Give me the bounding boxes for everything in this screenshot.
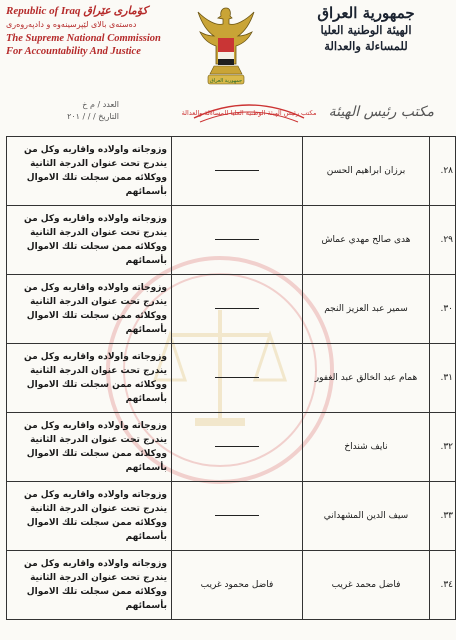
republic-en: Republic of Iraq — [6, 5, 81, 17]
row-name: همام عبد الخالق عبد الغفور — [303, 344, 430, 413]
header-left-block — [6, 4, 176, 57]
reference-block — [14, 100, 119, 124]
row-notes: وزوجاته واولاده واقاربه وكل من يندرج تحت عنوان الدرجة الثانية ووكلائه ممن سجلت تلك الاموال بأسمائهم — [7, 413, 172, 482]
eagle-emblem-icon — [196, 4, 256, 90]
row-notes: وزوجاته واولاده واقاربه وكل من يندرج تحت عنوان الدرجة الثانية ووكلائه ممن سجلت تلك الاموال بأسمائهم — [7, 551, 172, 620]
row-number: ٣١. — [430, 344, 456, 413]
empty-dash — [215, 446, 259, 447]
header-right-block — [296, 4, 436, 54]
table-body — [7, 137, 456, 620]
row-number: ٣٢. — [430, 413, 456, 482]
empty-dash — [215, 377, 259, 378]
header-left-line1 — [6, 4, 176, 17]
row-relative — [172, 482, 303, 551]
stamp-text: مكتب رئيس الهيئة الوطنية العليا للمساءلة والعدالة — [181, 109, 317, 117]
office-title: مكتب رئيس الهيئة — [328, 104, 434, 120]
row-notes: وزوجاته واولاده واقاربه وكل من يندرج تحت عنوان الدرجة الثانية ووكلائه ممن سجلت تلك الاموال بأسمائهم — [7, 137, 172, 206]
commission-en-2: For Accountability And Justice — [6, 46, 141, 57]
empty-dash — [215, 308, 259, 309]
commission-ku: دەستەی بالای لێپرسینەوە و دادپەروەری — [6, 20, 137, 29]
date-label: التاريخ / / / ٢٠١ — [67, 112, 119, 121]
table-row — [7, 482, 456, 551]
table-row — [7, 275, 456, 344]
commission-ar-1: الهيئة الوطنية العليا — [320, 23, 412, 37]
table-row — [7, 206, 456, 275]
empty-dash — [215, 239, 259, 240]
table-row — [7, 137, 456, 206]
row-name: نايف شنداخ — [303, 413, 430, 482]
row-name: سيف الدين المشهداني — [303, 482, 430, 551]
empty-dash — [215, 515, 259, 516]
commission-en-1: The Supreme National Commission — [6, 33, 161, 44]
republic-ku: کۆماری عێراق — [83, 5, 148, 17]
row-name: هدى صالح مهدي عماش — [303, 206, 430, 275]
row-name: سمير عبد العزيز النجم — [303, 275, 430, 344]
empty-dash — [215, 170, 259, 171]
row-relative — [172, 275, 303, 344]
republic-ar: جمهورية العراق — [317, 4, 415, 22]
row-name: برزان ابراهيم الحسن — [303, 137, 430, 206]
row-notes: وزوجاته واولاده واقاربه وكل من يندرج تحت عنوان الدرجة الثانية ووكلائه ممن سجلت تلك الاموال بأسمائهم — [7, 482, 172, 551]
row-notes: وزوجاته واولاده واقاربه وكل من يندرج تحت عنوان الدرجة الثانية ووكلائه ممن سجلت تلك الاموال بأسمائهم — [7, 206, 172, 275]
emblem-scroll-text: جمهورية العراق — [209, 78, 243, 84]
row-number: ٣٤. — [430, 551, 456, 620]
office-stamp — [181, 98, 317, 124]
row-relative — [172, 344, 303, 413]
commission-ar-2: للمساءلة والعدالة — [324, 39, 408, 53]
number-label: العدد / م خ — [82, 100, 119, 109]
table-row — [7, 344, 456, 413]
row-name: فاضل محمد غريب — [303, 551, 430, 620]
row-number: ٣٣. — [430, 482, 456, 551]
row-number: ٢٨. — [430, 137, 456, 206]
row-number: ٢٩. — [430, 206, 456, 275]
row-notes: وزوجاته واولاده واقاربه وكل من يندرج تحت عنوان الدرجة الثانية ووكلائه ممن سجلت تلك الاموال بأسمائهم — [7, 344, 172, 413]
names-table — [6, 136, 456, 620]
row-relative: فاضل محمود غريب — [172, 551, 303, 620]
row-relative — [172, 413, 303, 482]
table-row — [7, 551, 456, 620]
row-notes: وزوجاته واولاده واقاربه وكل من يندرج تحت عنوان الدرجة الثانية ووكلائه ممن سجلت تلك الاموال بأسمائهم — [7, 275, 172, 344]
table-row — [7, 413, 456, 482]
row-number: ٣٠. — [430, 275, 456, 344]
row-relative — [172, 137, 303, 206]
row-relative — [172, 206, 303, 275]
